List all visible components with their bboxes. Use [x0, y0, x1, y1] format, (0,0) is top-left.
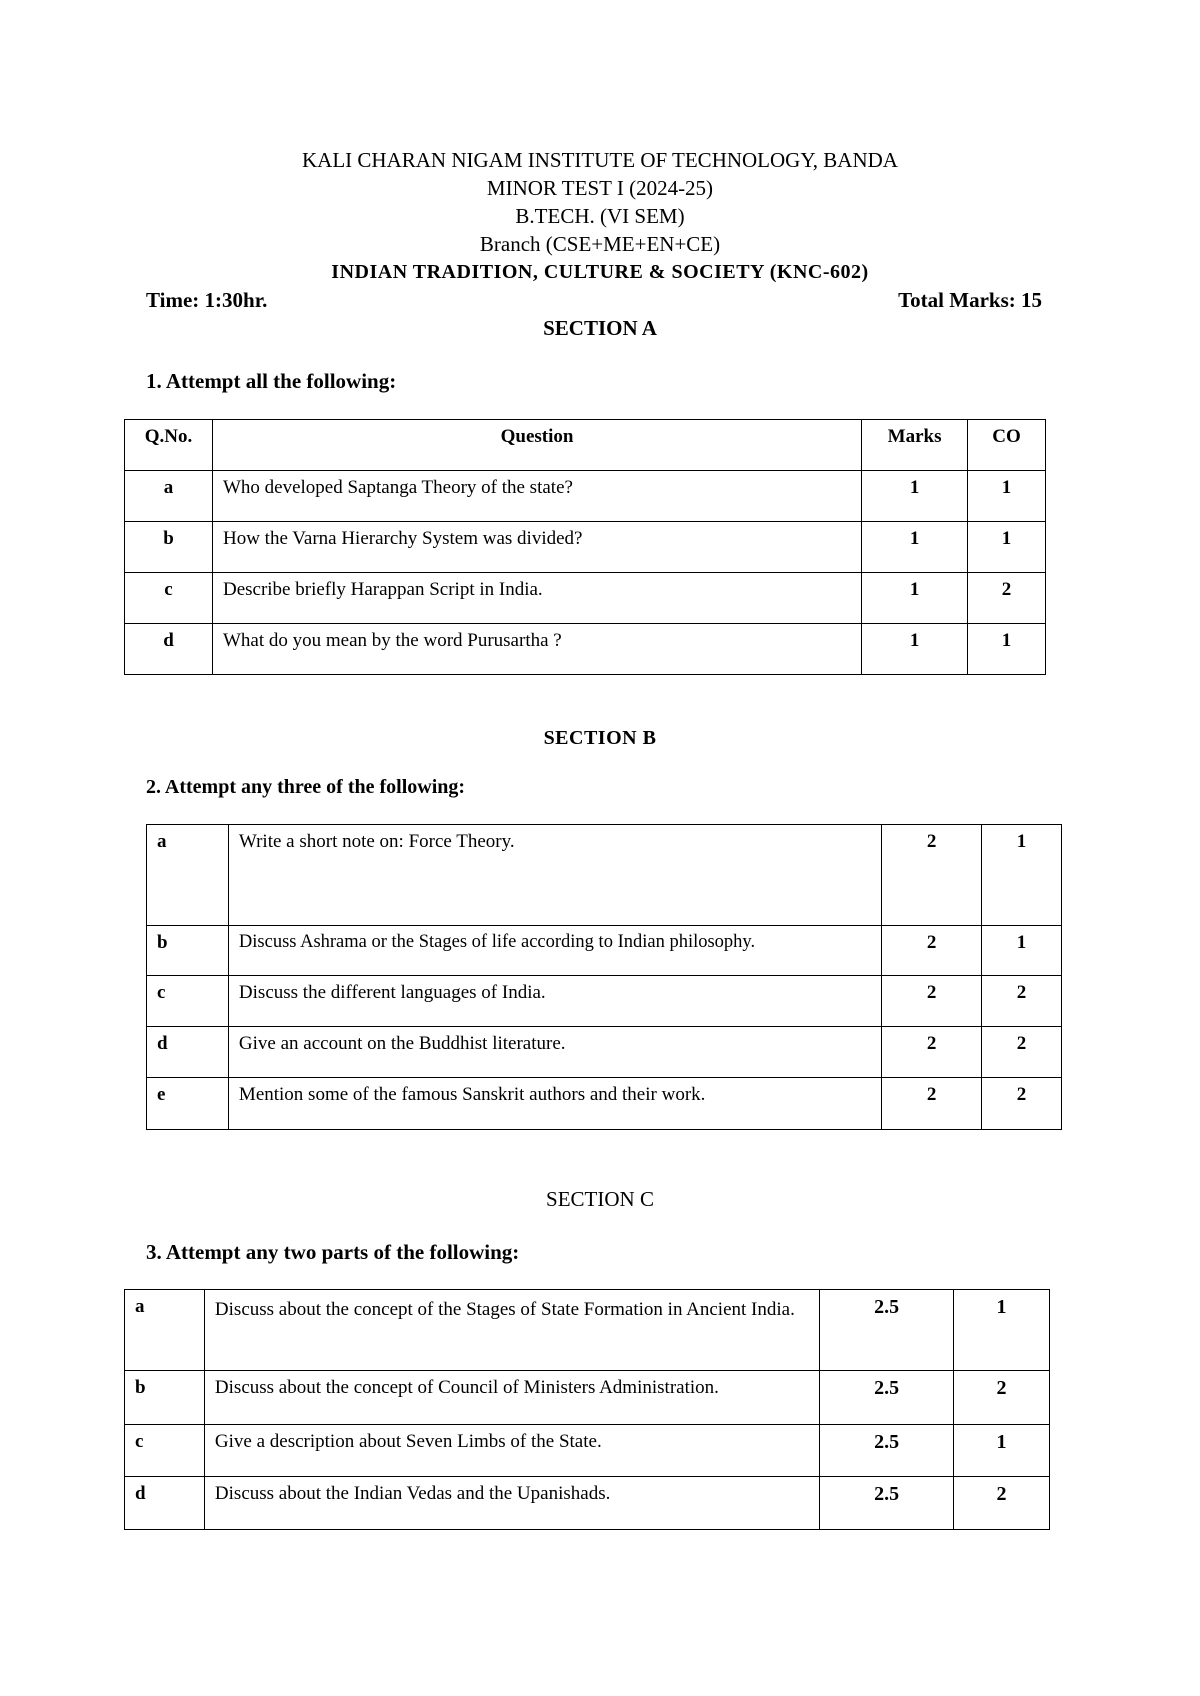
table-row: [147, 976, 1062, 1027]
question-number: e: [147, 1078, 229, 1130]
column-header: Q.No.: [125, 420, 213, 471]
table-row: [125, 1425, 1050, 1477]
table-row: [147, 926, 1062, 976]
table-row: [125, 573, 1046, 624]
question-number: d: [125, 1477, 205, 1530]
section-c-title: SECTION C: [546, 1187, 654, 1211]
question-marks: 2: [882, 926, 982, 976]
question-text: Discuss the different languages of India.: [228, 976, 881, 1027]
question-co: 2: [968, 573, 1046, 624]
table-row: [147, 1027, 1062, 1078]
question-number: b: [125, 522, 213, 573]
section-c-table: [124, 1289, 1050, 1530]
column-header: Marks: [862, 420, 968, 471]
question-marks: 2: [882, 1027, 982, 1078]
question-text: Give an account on the Buddhist literature.: [228, 1027, 881, 1078]
question-marks: 2.5: [820, 1371, 954, 1425]
question-number: d: [147, 1027, 229, 1078]
table-row: [125, 1477, 1050, 1530]
table-row: [125, 624, 1046, 675]
question-co: 2: [982, 1078, 1062, 1130]
section-b-table: [146, 824, 1062, 1130]
column-header: Question: [212, 420, 861, 471]
table-row: [125, 471, 1046, 522]
test-name: MINOR TEST I (2024-25): [486, 176, 714, 200]
question-co: 1: [954, 1290, 1050, 1371]
branch-name: Branch (CSE+ME+EN+CE): [479, 232, 721, 256]
section-a-instruction: 1. Attempt all the following:: [146, 369, 397, 393]
question-marks: 1: [862, 624, 968, 675]
question-marks: 2: [882, 1078, 982, 1130]
question-marks: 2.5: [820, 1290, 954, 1371]
table-row: [125, 1290, 1050, 1371]
section-a-title: SECTION A: [543, 316, 657, 340]
question-marks: 1: [862, 573, 968, 624]
table-header-row: [125, 420, 1046, 471]
section-b-title: SECTION B: [543, 727, 657, 749]
question-co: 1: [982, 926, 1062, 976]
question-marks: 2.5: [820, 1425, 954, 1477]
question-text: Discuss Ashrama or the Stages of life according to Indian philosophy.: [228, 926, 881, 976]
table-row: [125, 1371, 1050, 1425]
institute-name: KALI CHARAN NIGAM INSTITUTE OF TECHNOLOGY, BANDA: [302, 148, 898, 172]
question-co: 1: [968, 471, 1046, 522]
table-row: [147, 825, 1062, 926]
question-co: 1: [968, 624, 1046, 675]
section-c-instruction: 3. Attempt any two parts of the following:: [146, 1240, 520, 1264]
question-text: What do you mean by the word Purusartha ?: [212, 624, 861, 675]
question-number: c: [125, 573, 213, 624]
question-text: Describe briefly Harappan Script in India.: [212, 573, 861, 624]
question-number: c: [147, 976, 229, 1027]
question-number: a: [147, 825, 229, 926]
table-row: [147, 1078, 1062, 1130]
question-marks: 1: [862, 522, 968, 573]
question-text: Discuss about the Indian Vedas and the Upanishads.: [204, 1477, 819, 1530]
time-label: Time: 1:30hr.: [146, 288, 268, 312]
question-number: a: [125, 471, 213, 522]
question-number: b: [147, 926, 229, 976]
question-text: Write a short note on: Force Theory.: [228, 825, 881, 926]
question-text: Who developed Saptanga Theory of the state?: [212, 471, 861, 522]
question-marks: 2.5: [820, 1477, 954, 1530]
question-number: b: [125, 1371, 205, 1425]
question-co: 1: [954, 1425, 1050, 1477]
question-number: d: [125, 624, 213, 675]
question-number: a: [125, 1290, 205, 1371]
question-co: 2: [954, 1477, 1050, 1530]
section-b-instruction: 2. Attempt any three of the following:: [146, 776, 466, 798]
table-row: [125, 522, 1046, 573]
question-number: c: [125, 1425, 205, 1477]
question-text: How the Varna Hierarchy System was divided?: [212, 522, 861, 573]
question-co: 1: [982, 825, 1062, 926]
column-header: CO: [968, 420, 1046, 471]
question-marks: 2: [882, 825, 982, 926]
question-marks: 1: [862, 471, 968, 522]
question-co: 1: [968, 522, 1046, 573]
question-text: Mention some of the famous Sanskrit authors and their work.: [228, 1078, 881, 1130]
total-marks-label: Total Marks: 15: [898, 288, 1042, 312]
section-a-table: [124, 419, 1046, 675]
subject-name: INDIAN TRADITION, CULTURE & SOCIETY (KNC-602): [331, 261, 869, 283]
question-text: Discuss about the concept of Council of Ministers Administration.: [204, 1371, 819, 1425]
question-co: 2: [982, 1027, 1062, 1078]
question-text: Discuss about the concept of the Stages of State Formation in Ancient India.: [204, 1290, 819, 1371]
course-name: B.TECH. (VI SEM): [515, 204, 685, 228]
question-co: 2: [982, 976, 1062, 1027]
question-marks: 2: [882, 976, 982, 1027]
question-text: Give a description about Seven Limbs of the State.: [204, 1425, 819, 1477]
question-co: 2: [954, 1371, 1050, 1425]
